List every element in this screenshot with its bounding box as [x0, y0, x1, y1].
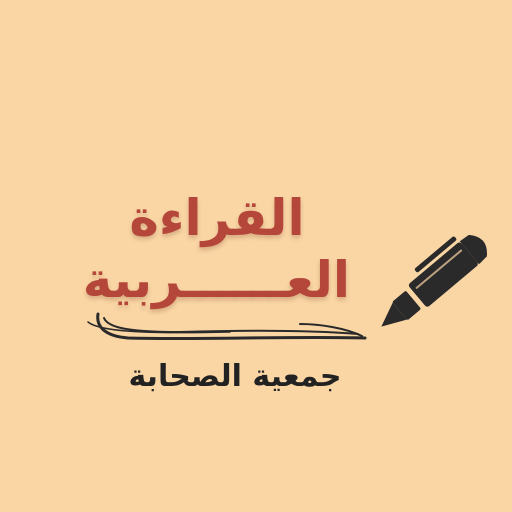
pen-icon	[367, 224, 493, 339]
title-line-2: العــــــربية	[82, 251, 350, 309]
title-line-1: القراءة	[129, 189, 305, 247]
ink-swoosh	[88, 314, 365, 339]
organization-name: جمعية الصحابة	[128, 359, 342, 394]
